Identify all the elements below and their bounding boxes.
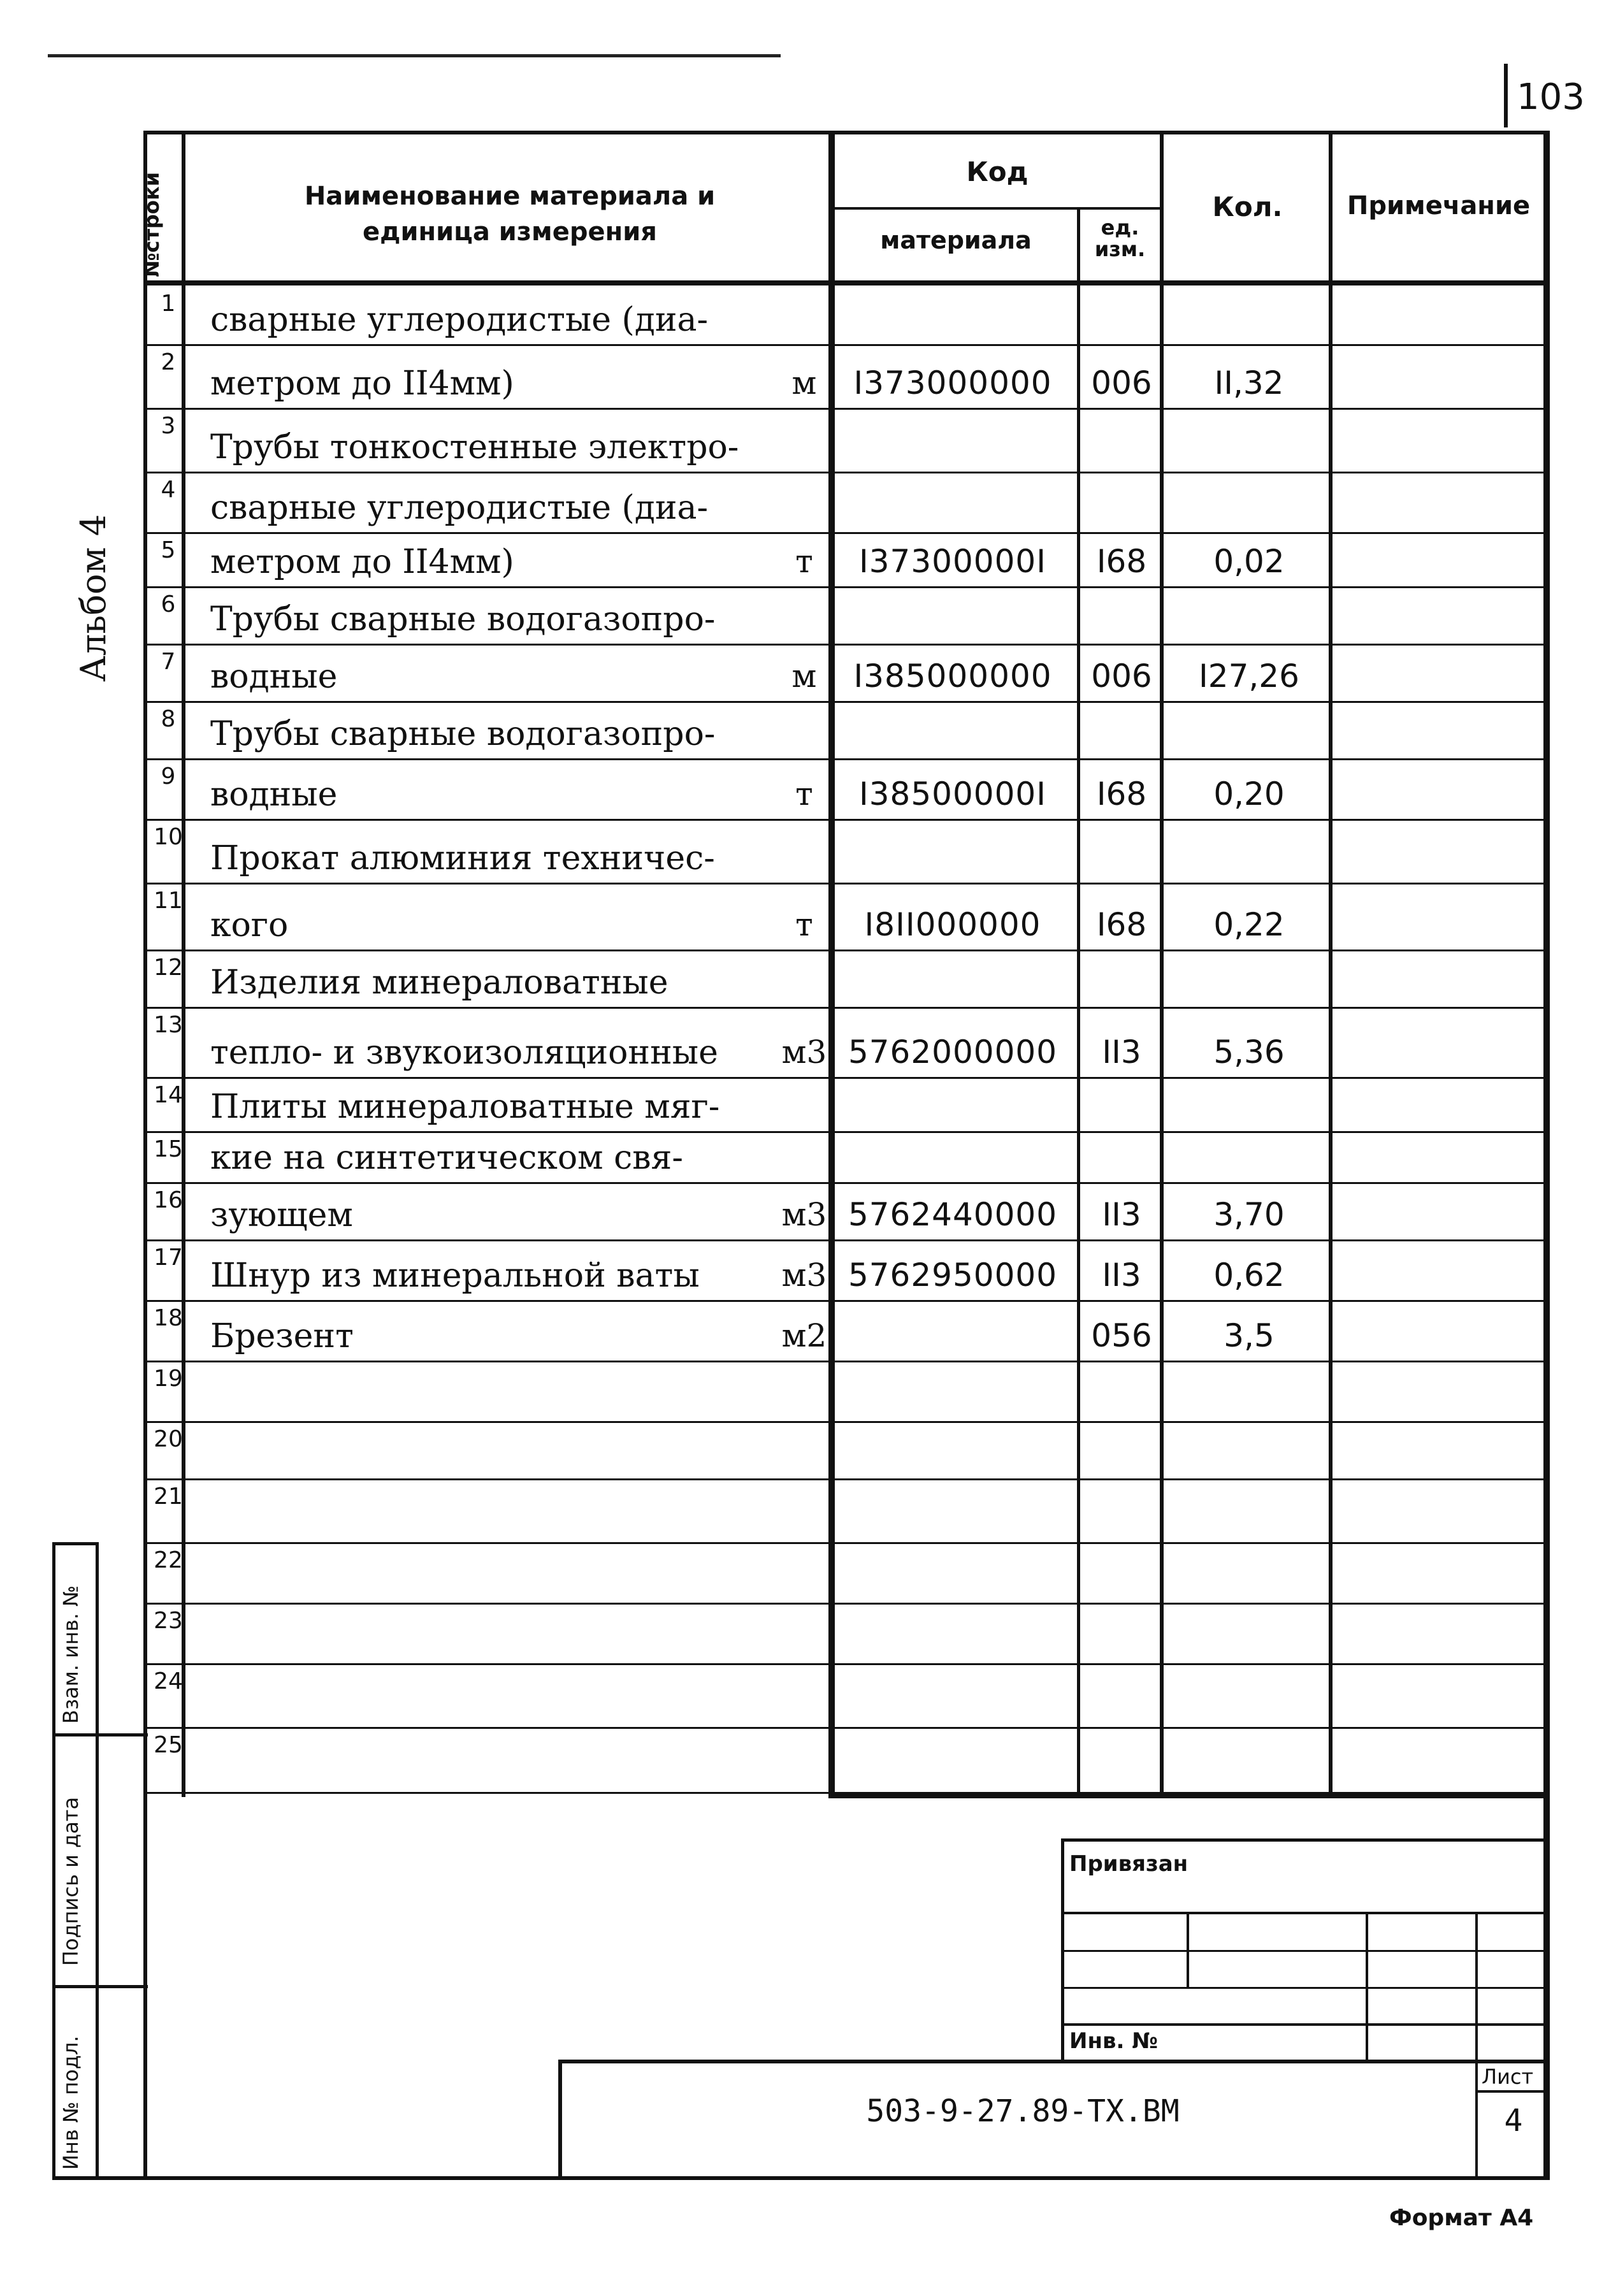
row-divider	[143, 1131, 1550, 1133]
row-divider	[143, 758, 1550, 760]
header-name: Наименование материала и единица измерения	[304, 182, 716, 247]
row-number: 17	[154, 1245, 183, 1271]
material-code: 5762950000	[848, 1257, 1058, 1294]
header-code-unit: ед. изм.	[1094, 215, 1146, 261]
row-divider	[143, 949, 1550, 951]
row-number: 4	[161, 477, 176, 503]
row-divider	[143, 701, 1550, 703]
row-number: 15	[154, 1136, 183, 1162]
material-code: I38500000I	[859, 776, 1046, 812]
row-divider	[143, 1361, 1550, 1362]
row-number: 6	[161, 591, 176, 617]
row-number: 22	[154, 1547, 183, 1573]
quantity: 5,36	[1213, 1034, 1285, 1071]
row-divider	[143, 1007, 1550, 1009]
row-number: 2	[161, 349, 176, 375]
row-divider	[143, 472, 1550, 473]
material-code: 5762440000	[848, 1196, 1058, 1233]
unit-of-measure: т	[795, 543, 813, 580]
material-name: Брезент	[210, 1317, 354, 1355]
material-name: метром до II4мм)	[210, 365, 514, 403]
row-number: 25	[154, 1732, 183, 1758]
unit-of-measure: м	[791, 658, 817, 695]
row-divider	[143, 644, 1550, 646]
quantity: 0,22	[1213, 906, 1285, 943]
row-divider	[143, 532, 1550, 534]
row-number: 10	[154, 824, 183, 850]
unit-code: II3	[1102, 1034, 1141, 1071]
unit-code: I68	[1096, 906, 1147, 943]
row-number: 19	[154, 1366, 183, 1392]
unit-of-measure: т	[795, 776, 813, 812]
quantity: I27,26	[1199, 658, 1299, 695]
album-label: Альбом 4	[73, 514, 113, 682]
stamp-list-value: 4	[1504, 2103, 1523, 2139]
header-note: Примечание	[1347, 191, 1531, 220]
header-code-material: материала	[880, 226, 1032, 254]
unit-code: I68	[1096, 543, 1147, 580]
material-name: кие на синтетическом свя-	[210, 1139, 683, 1177]
unit-code: 006	[1091, 658, 1152, 695]
row-divider	[143, 883, 1550, 884]
material-name: Трубы тонкостенные электро-	[210, 428, 739, 466]
row-number: 16	[154, 1187, 183, 1213]
material-name: водные	[210, 658, 338, 696]
side-label-podpis: Подпись и дата	[59, 1796, 83, 1966]
header-code-group: Код	[966, 156, 1029, 187]
row-divider	[143, 819, 1550, 821]
unit-code: II3	[1102, 1196, 1141, 1233]
row-number: 9	[161, 763, 176, 790]
unit-code: II3	[1102, 1257, 1141, 1294]
quantity: 0,02	[1213, 543, 1285, 580]
material-code: I385000000	[853, 658, 1052, 695]
side-label-vzam: Взам. инв. №	[59, 1585, 83, 1724]
row-number: 1	[161, 291, 176, 317]
material-name: Изделия минераловатные	[210, 964, 668, 1002]
quantity: 0,62	[1213, 1257, 1285, 1294]
row-divider	[143, 1239, 1550, 1241]
unit-of-measure: т	[795, 906, 813, 943]
material-name: зующем	[210, 1196, 353, 1234]
row-divider	[143, 344, 1550, 346]
row-number: 8	[161, 706, 176, 732]
row-number: 12	[154, 955, 183, 981]
header-quantity: Кол.	[1212, 191, 1283, 222]
material-code: I8II000000	[864, 906, 1041, 943]
stamp-inv-no: Инв. №	[1069, 2028, 1159, 2054]
header-row-number: №строки	[140, 171, 164, 277]
material-name: Прокат алюминия техничес-	[210, 839, 715, 877]
row-divider	[143, 1300, 1550, 1302]
page-number: 103	[1517, 76, 1585, 118]
side-label-inv-podl: Инв № подл.	[59, 2035, 83, 2170]
row-number: 24	[154, 1668, 183, 1694]
unit-of-measure: м3	[781, 1196, 827, 1233]
quantity: 3,5	[1224, 1317, 1275, 1354]
stamp-list-label: Лист	[1482, 2065, 1534, 2089]
unit-of-measure: м	[791, 365, 817, 401]
unit-code: I68	[1096, 776, 1147, 812]
material-name: сварные углеродистые (диа-	[210, 301, 709, 339]
row-number: 3	[161, 413, 176, 439]
material-code: I37300000I	[859, 543, 1046, 580]
page-number-bar	[1504, 64, 1508, 127]
row-number: 7	[161, 649, 176, 675]
quantity: II,32	[1214, 365, 1284, 401]
row-number: 23	[154, 1608, 183, 1634]
row-number: 20	[154, 1426, 183, 1452]
material-name: тепло- и звукоизоляционные	[210, 1034, 718, 1072]
stamp-privyazan: Привязан	[1069, 1851, 1188, 1877]
material-code: I373000000	[853, 365, 1052, 401]
material-name: Трубы сварные водогазопро-	[210, 715, 716, 753]
row-divider	[143, 408, 1550, 410]
row-divider	[143, 586, 1550, 588]
row-number: 13	[154, 1012, 183, 1038]
unit-of-measure: м3	[781, 1034, 827, 1071]
row-number: 5	[161, 537, 176, 563]
material-name: Трубы сварные водогазопро-	[210, 600, 716, 639]
material-code: 5762000000	[848, 1034, 1058, 1071]
row-divider	[143, 1792, 1550, 1794]
unit-of-measure: м2	[781, 1317, 827, 1354]
document-code: 503-9-27.89-ТХ.ВМ	[866, 2093, 1180, 2129]
unit-code: 006	[1091, 365, 1152, 401]
material-name: сварные углеродистые (диа-	[210, 489, 709, 527]
row-number: 14	[154, 1082, 183, 1108]
material-name: Плиты минераловатные мяг-	[210, 1088, 720, 1126]
row-divider	[143, 1077, 1550, 1079]
row-divider	[143, 1727, 1550, 1729]
row-divider	[143, 1182, 1550, 1184]
row-number: 21	[154, 1484, 183, 1510]
row-number: 18	[154, 1305, 183, 1331]
row-divider	[143, 1542, 1550, 1544]
unit-code: 056	[1091, 1317, 1152, 1354]
material-name: метром до II4мм)	[210, 543, 514, 581]
material-name: Шнур из минеральной ваты	[210, 1257, 700, 1295]
quantity: 3,70	[1213, 1196, 1285, 1233]
row-number: 11	[154, 888, 183, 914]
format-label: Формат А4	[1389, 2205, 1534, 2231]
unit-of-measure: м3	[781, 1257, 827, 1294]
row-divider	[143, 1421, 1550, 1423]
material-name: кого	[210, 906, 289, 944]
row-divider	[143, 1478, 1550, 1480]
row-divider	[143, 1663, 1550, 1665]
quantity: 0,20	[1213, 776, 1285, 812]
row-divider	[143, 1603, 1550, 1605]
top-rule	[48, 54, 781, 57]
material-name: водные	[210, 776, 338, 814]
